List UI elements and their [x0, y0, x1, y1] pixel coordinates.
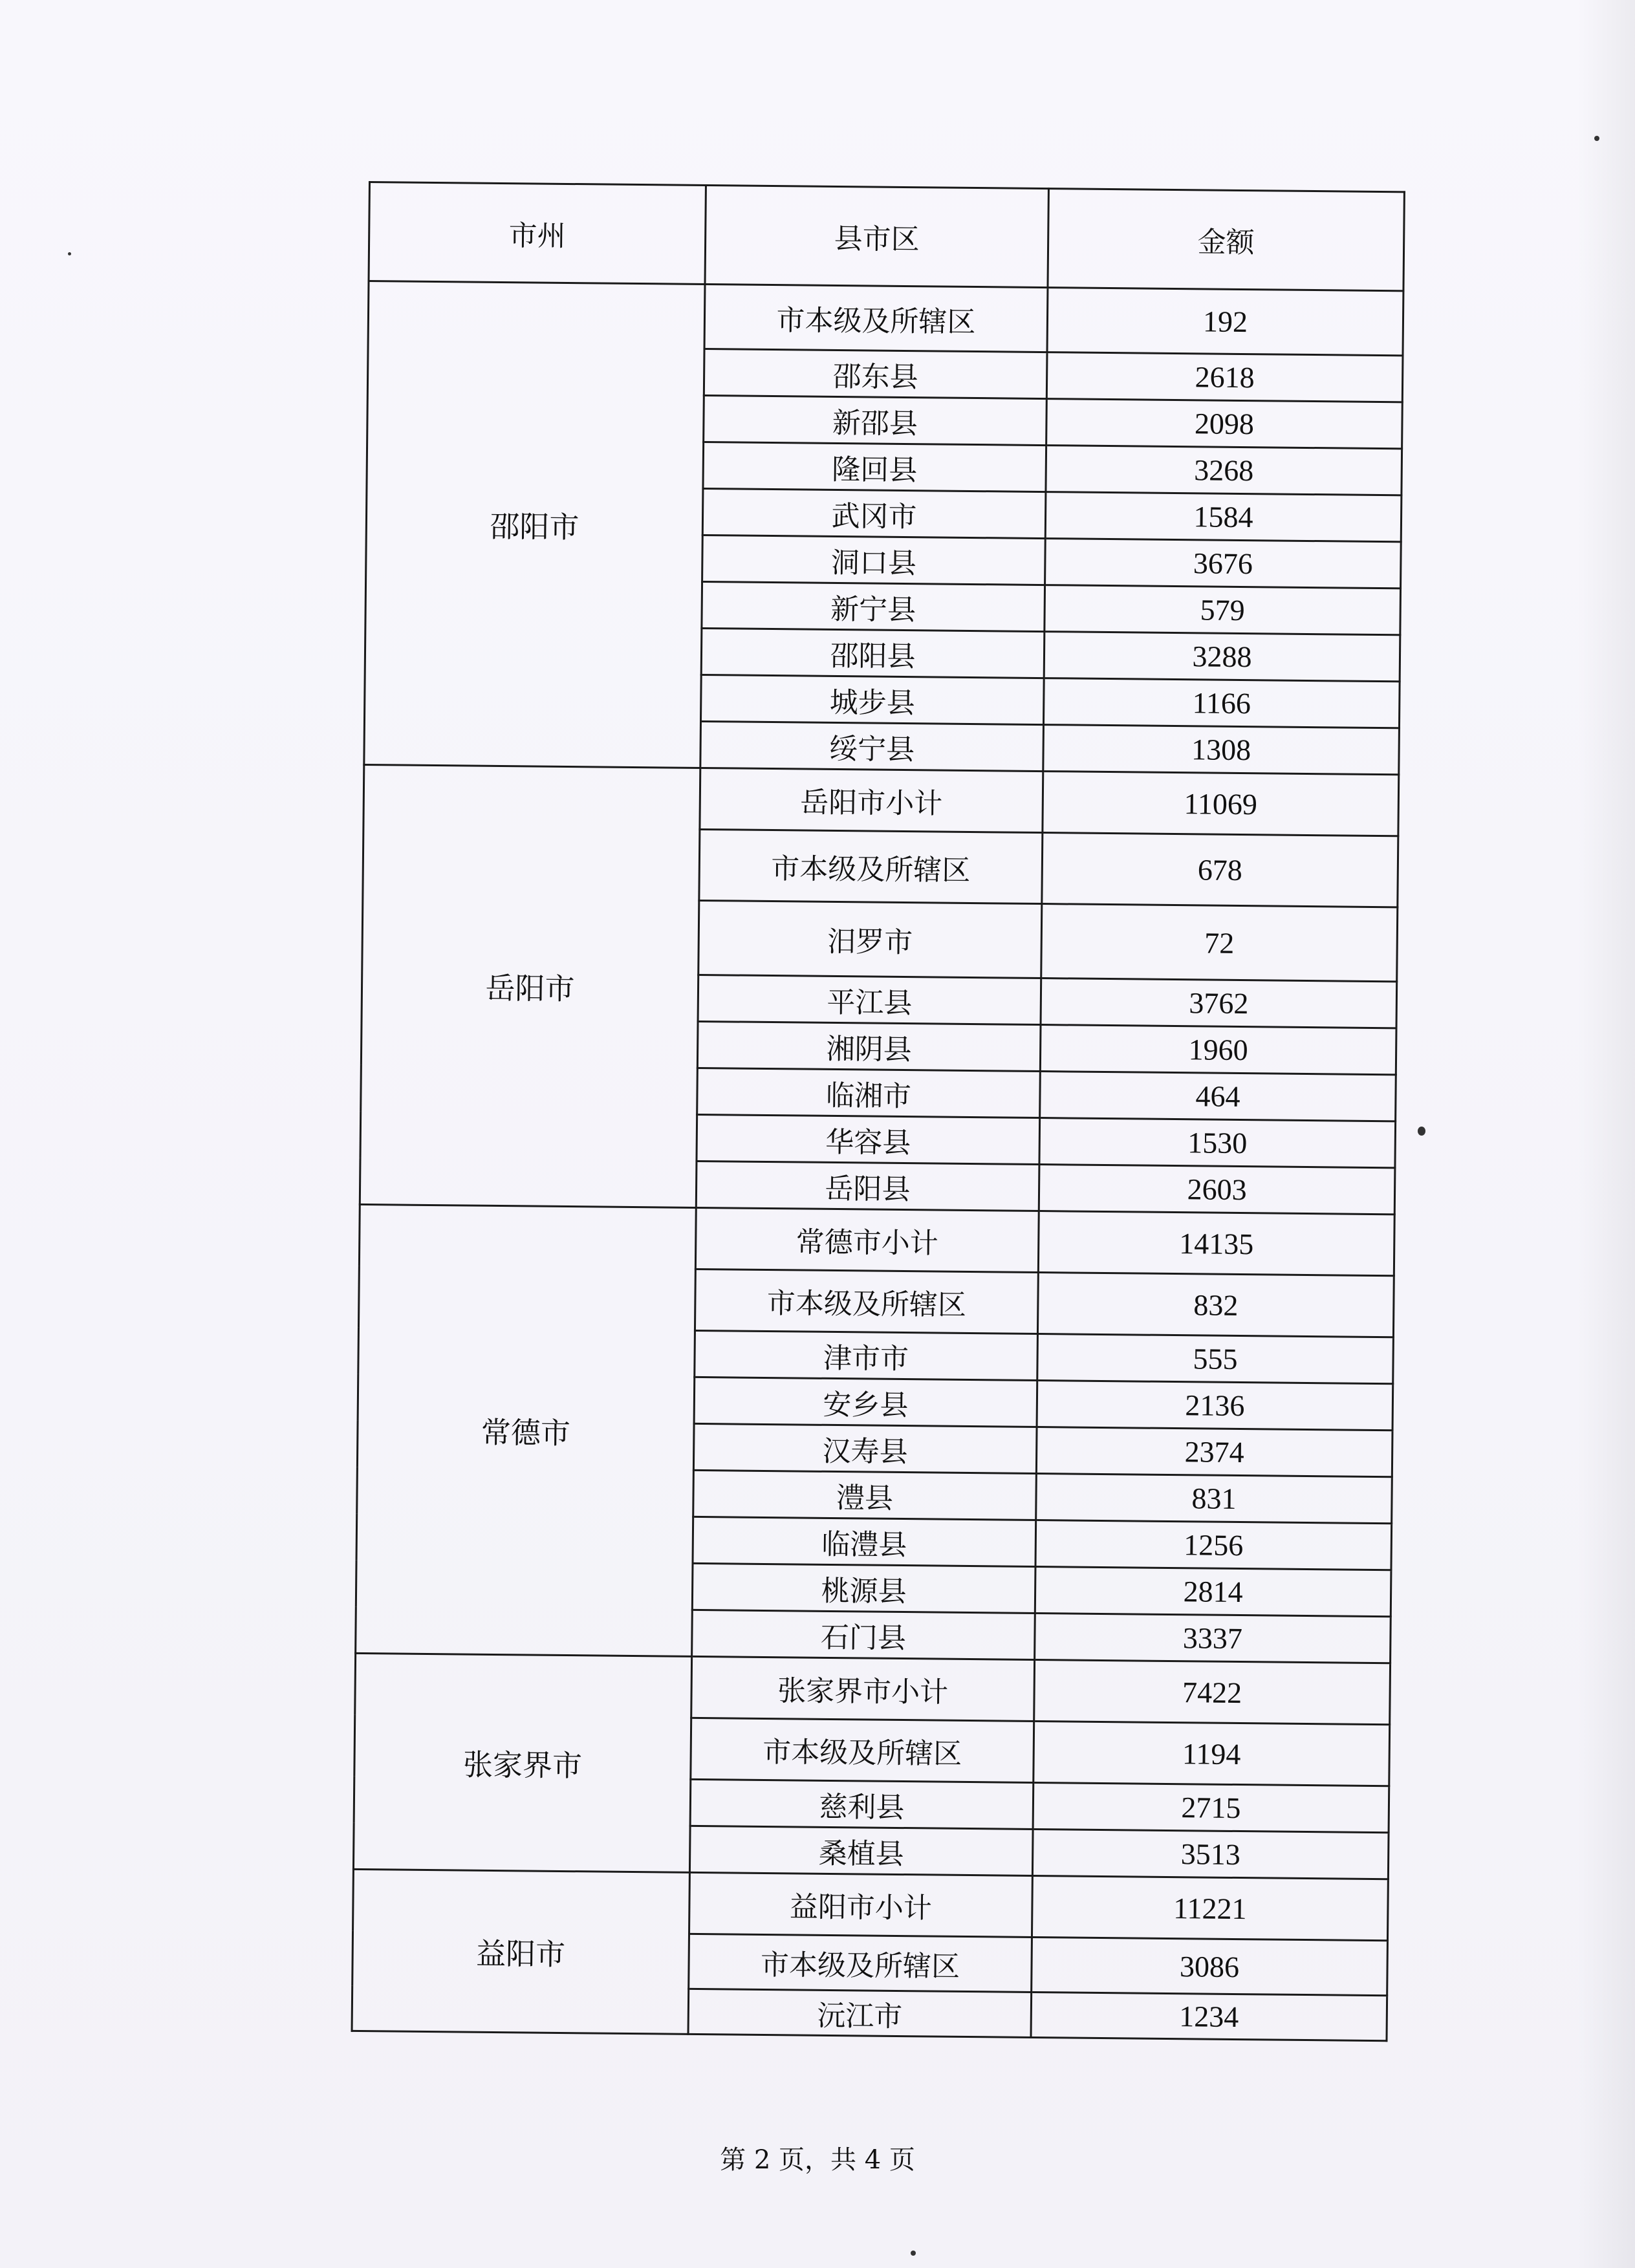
amount-cell: 2374	[1036, 1427, 1392, 1477]
amount-cell: 3086	[1032, 1937, 1388, 1995]
amount-cell: 7422	[1034, 1659, 1391, 1724]
page-edge-shadow	[1577, 0, 1635, 2268]
district-cell: 市本级及所辖区	[689, 1934, 1032, 1992]
amount-cell: 3676	[1045, 539, 1402, 589]
district-cell: 常德市小计	[695, 1207, 1039, 1272]
district-cell: 平江县	[698, 975, 1041, 1024]
amount-cell: 1308	[1043, 725, 1400, 775]
amount-cell: 72	[1041, 904, 1398, 982]
amount-cell: 678	[1042, 833, 1398, 907]
district-cell: 津市市	[695, 1330, 1038, 1380]
district-cell: 市本级及所辖区	[695, 1269, 1038, 1334]
city-cell: 邵阳市	[364, 281, 705, 768]
district-cell: 张家界市小计	[691, 1656, 1035, 1721]
district-cell: 洞口县	[702, 535, 1046, 585]
city-cell: 岳阳市	[360, 764, 700, 1207]
amount-cell: 192	[1047, 288, 1403, 356]
district-cell: 华容县	[697, 1114, 1040, 1164]
amount-cell: 3513	[1032, 1829, 1389, 1879]
scan-speck	[1418, 1127, 1425, 1136]
district-cell: 临湘市	[697, 1068, 1041, 1118]
amount-cell: 464	[1040, 1072, 1396, 1121]
district-cell: 岳阳县	[696, 1161, 1039, 1211]
amount-cell: 1960	[1040, 1025, 1396, 1075]
district-cell: 市本级及所辖区	[699, 829, 1043, 903]
district-cell: 安乡县	[694, 1377, 1037, 1427]
amount-cell: 11221	[1032, 1875, 1388, 1940]
district-cell: 临澧县	[693, 1517, 1036, 1566]
district-cell: 武冈市	[702, 488, 1046, 538]
amount-cell: 2618	[1046, 352, 1403, 402]
amount-cell: 2715	[1033, 1782, 1389, 1832]
district-cell: 邵东县	[704, 349, 1047, 398]
table-row	[355, 1653, 1391, 1724]
district-cell: 新宁县	[702, 581, 1045, 631]
district-cell: 沅江市	[688, 1989, 1032, 2037]
scan-speck	[68, 252, 71, 255]
amount-cell: 3762	[1041, 978, 1397, 1028]
amount-cell: 1584	[1045, 492, 1402, 542]
amount-cell: 2814	[1035, 1566, 1391, 1616]
table-body	[352, 281, 1403, 2041]
allocation-table	[351, 181, 1405, 2042]
district-cell: 桃源县	[692, 1563, 1035, 1613]
amount-cell: 579	[1045, 585, 1401, 635]
district-cell: 新邵县	[704, 395, 1047, 445]
table-header-row	[369, 182, 1404, 291]
amount-cell: 1166	[1043, 678, 1400, 728]
table-row	[363, 764, 1399, 836]
amount-cell: 555	[1037, 1334, 1394, 1384]
header-district: 县市区	[705, 186, 1048, 288]
scan-speck	[911, 2251, 916, 2256]
amount-cell: 1256	[1035, 1520, 1392, 1570]
district-cell: 湘阴县	[697, 1021, 1041, 1071]
district-cell: 市本级及所辖区	[691, 1718, 1034, 1782]
district-cell: 澧县	[693, 1470, 1037, 1520]
amount-cell: 3337	[1035, 1613, 1391, 1663]
amount-cell: 11069	[1043, 772, 1399, 836]
scan-speck	[1594, 136, 1599, 141]
city-cell: 张家界市	[353, 1653, 691, 1872]
district-cell: 隆回县	[703, 442, 1046, 491]
table-row	[353, 1869, 1389, 1940]
city-cell: 益阳市	[352, 1869, 689, 2034]
amount-cell: 2603	[1039, 1165, 1395, 1215]
header-amount: 金额	[1048, 189, 1404, 291]
district-cell: 益阳市小计	[689, 1872, 1033, 1937]
amount-cell: 2136	[1037, 1381, 1393, 1431]
district-cell: 汉寿县	[693, 1423, 1037, 1473]
city-cell: 常德市	[356, 1204, 697, 1656]
district-cell: 慈利县	[690, 1779, 1034, 1829]
amount-cell: 1194	[1034, 1721, 1390, 1786]
amount-cell: 3268	[1046, 446, 1402, 495]
amount-cell: 3288	[1044, 632, 1400, 682]
amount-cell: 1234	[1031, 1992, 1387, 2040]
district-cell: 岳阳市小计	[700, 768, 1043, 832]
table-row	[368, 281, 1403, 356]
amount-cell: 1530	[1039, 1118, 1396, 1168]
amount-cell: 832	[1037, 1273, 1394, 1337]
header-city: 市州	[369, 182, 706, 285]
district-cell: 汨罗市	[698, 900, 1042, 978]
page-number: 第 2 页，共 4 页	[720, 2145, 915, 2175]
district-cell: 市本级及所辖区	[704, 284, 1048, 352]
district-cell: 绥宁县	[700, 721, 1044, 771]
district-cell: 邵阳县	[701, 628, 1045, 678]
district-cell: 石门县	[692, 1610, 1035, 1659]
amount-cell: 2098	[1046, 399, 1403, 449]
table-row	[359, 1204, 1394, 1275]
district-cell: 桑植县	[689, 1826, 1033, 1875]
amount-cell: 14135	[1038, 1211, 1394, 1276]
district-cell: 城步县	[701, 675, 1045, 724]
amount-cell: 831	[1036, 1474, 1392, 1524]
